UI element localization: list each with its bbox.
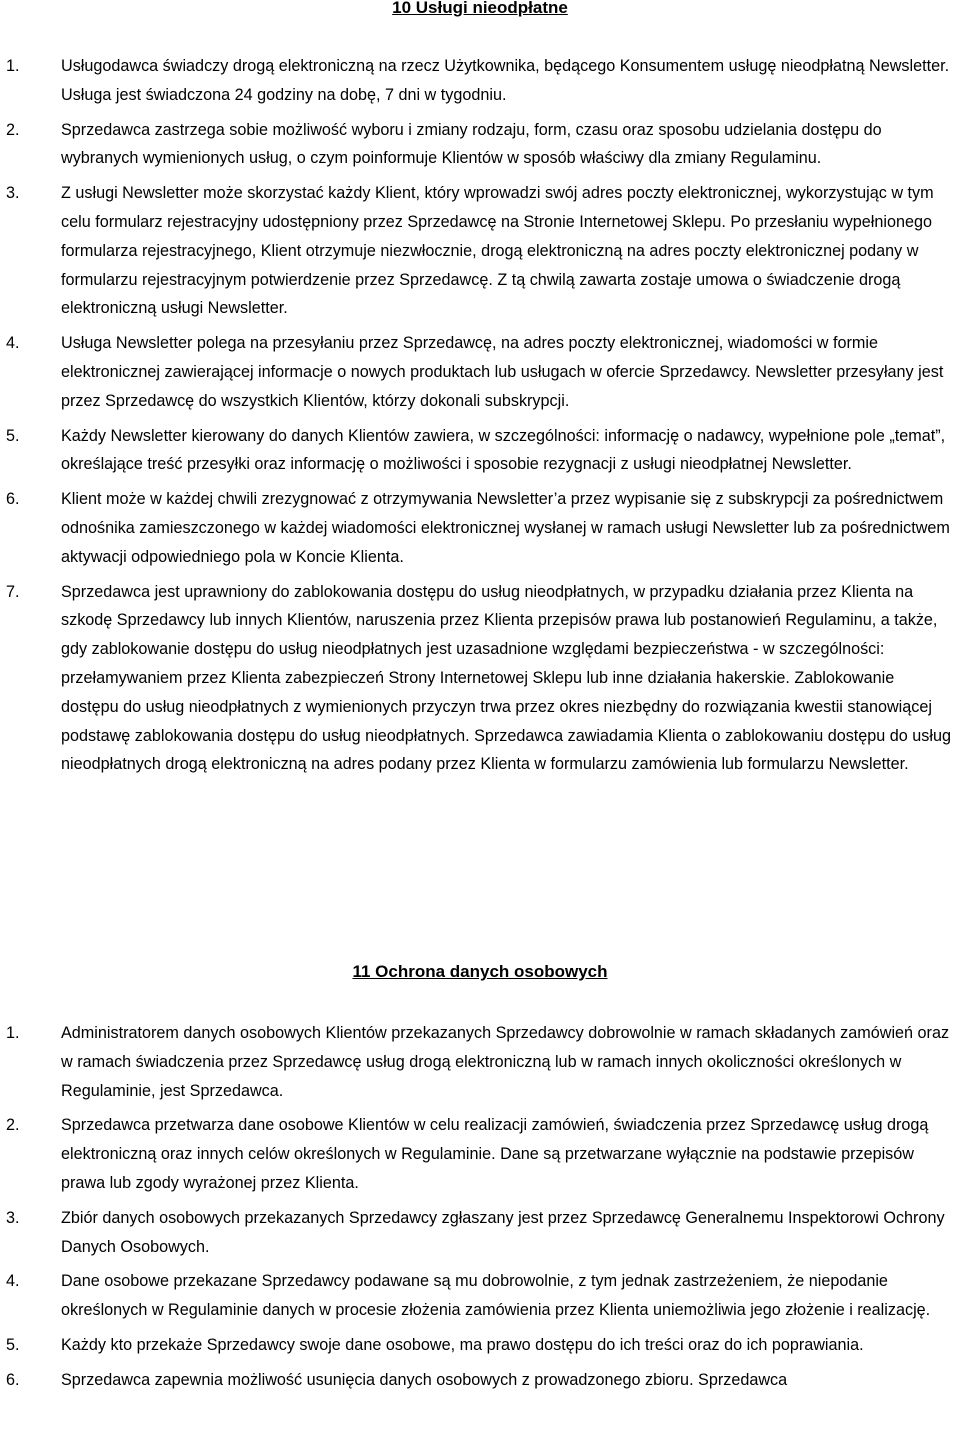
item-text: Sprzedawca zastrzega sobie możliwość wyboru i zmiany rodzaju, form, czasu oraz sposobu udzielania dostępu do wybranych wymienionych usług, o czym poinformuje Klientów w sposób właściwy dla zmiany Regulaminu. — [61, 120, 882, 168]
list-item — [0, 1331, 960, 1360]
item-number: 5. — [6, 426, 20, 445]
list-item — [0, 578, 960, 780]
item-number: 1. — [6, 1024, 20, 1042]
list-item — [0, 1111, 960, 1197]
item-text: Dane osobowe przekazane Sprzedawcy podawane są mu dobrowolnie, z tym jednak zastrzeżeniem, że niepodanie określonych w Regulaminie danych w procesie złożenia zamówienia przez Klienta uniemożliwia jego złożenie i realizację. — [61, 1272, 931, 1320]
item-text: Zbiór danych osobowych przekazanych Sprzedawcy zgłaszany jest przez Sprzedawcę Generalnemu Inspektorowi Ochrony Danych Osobowych. — [61, 1208, 945, 1256]
section-11-title: 11 Ochrona danych osobowych — [352, 962, 608, 981]
item-text: Usługodawca świadczy drogą elektroniczną na rzecz Użytkownika, będącego Konsumentem usługę nieodpłatną Newsletter. Usługa jest świadczona 24 godziny na dobę, 7 dni w tygodniu. — [61, 57, 950, 104]
item-number: 6. — [6, 490, 20, 509]
item-number: 3. — [6, 184, 20, 203]
section-11-list — [0, 1019, 960, 1401]
list-item — [0, 179, 960, 323]
list-item — [0, 422, 960, 480]
item-number: 1. — [6, 57, 20, 75]
item-number: 4. — [6, 1272, 20, 1291]
list-item — [0, 52, 960, 110]
item-number: 3. — [6, 1208, 20, 1227]
item-number: 2. — [6, 1116, 20, 1135]
list-item — [0, 1204, 960, 1262]
list-item — [0, 1019, 960, 1105]
list-item — [0, 329, 960, 415]
section-10-title: 10 Usługi nieodpłatne — [392, 0, 568, 17]
item-number: 4. — [6, 334, 20, 353]
list-item — [0, 116, 960, 174]
item-text: Usługa Newsletter polega na przesyłaniu przez Sprzedawcę, na adres poczty elektronicznej, wiadomości w formie elektronicznej zawierającej informacje o nowych produktach lub usługach w ofercie Sprzedawcy. Newsletter przesyłany jest przez Sprzedawcę do wszystkich Klientów, którzy dokonali subskrypcji. — [61, 334, 944, 410]
item-text: Każdy Newsletter kierowany do danych Klientów zawiera, w szczególności: informację o nadawcy, wypełnione pole „temat”, określające treść przesyłki oraz informację o możliwości i sposobie rezygnacji z usługi nieodpłatnej Newsletter. — [61, 426, 946, 474]
item-text: Z usługi Newsletter może skorzystać każdy Klient, który wprowadzi swój adres poczty elektronicznej, wykorzystując w tym celu formularz rejestracyjny udostępniony przez Sprzedawcę na Stronie Internetowej Sklepu. Po przesłaniu wypełnionego formularza rejestracyjnego, Klient otrzymuje niezwłocznie, drogą elektroniczną na adres poczty elektronicznej podany w formularzu rejestracyjnym potwierdzenie przez Sprzedawcę. Z tą chwilą zawarta zostaje umowa o świadczenie drogą elektroniczną usługi Newsletter. — [61, 184, 934, 318]
list-item — [0, 1267, 960, 1325]
list-item — [0, 485, 960, 571]
item-number: 6. — [6, 1370, 20, 1389]
section-10-list — [0, 52, 960, 785]
item-number: 2. — [6, 120, 20, 139]
item-number: 5. — [6, 1335, 20, 1354]
item-text: Administratorem danych osobowych Klientów przekazanych Sprzedawcy dobrowolnie w ramach składanych zamówień oraz w ramach świadczenia przez Sprzedawcę usług drogą elektroniczną lub w ramach innych okoliczności określonych w Regulaminie, jest Sprzedawca. — [61, 1024, 950, 1100]
item-text: Sprzedawca przetwarza dane osobowe Klientów w celu realizacji zamówień, świadczenia przez Sprzedawcę usług drogą elektroniczną oraz innych celów określonych w Regulaminie. Dane są przetwarzane wyłącznie na podstawie przepisów prawa lub zgody wyrażonej przez Klienta. — [61, 1116, 929, 1192]
item-text: Klient może w każdej chwili zrezygnować z otrzymywania Newsletter’a przez wypisanie się z subskrypcji za pośrednictwem odnośnika zamieszczonego w każdej wiadomości elektronicznej wysłanej w ramach usługi Newsletter lub za pośrednictwem aktywacji odpowiedniego pola w Koncie Klienta. — [61, 490, 950, 566]
list-item — [0, 1366, 960, 1395]
item-text: Sprzedawca zapewnia możliwość usunięcia danych osobowych z prowadzonego zbioru. Sprzedawca — [61, 1370, 788, 1389]
item-text: Sprzedawca jest uprawniony do zablokowania dostępu do usług nieodpłatnych, w przypadku działania przez Klienta na szkodę Sprzedawcy lub innych Klientów, naruszenia przez Klienta przepisów prawa lub postanowień Regulaminu, a także, gdy zablokowanie dostępu do usług nieodpłatnych jest uzasadnione względami bezpieczeństwa - w szczególności: przełamywaniem przez Klienta zabezpieczeń Strony Internetowej Sklepu lub inne działania hakerskie. Zablokowanie dostępu do usług nieodpłatnych z wymienionych przyczyn trwa przez okres niezbędny do rozwiązania kwestii stanowiącej podstawę zablokowania dostępu do usług nieodpłatnych. Sprzedawca zawiadamia Klienta o zablokowaniu dostępu do usług nieodpłatnych drogą elektroniczną na adres podany przez Klienta w formularzu zamówienia lub formularzu Newsletter. — [61, 582, 952, 774]
item-text: Każdy kto przekaże Sprzedawcy swoje dane osobowe, ma prawo dostępu do ich treści oraz do ich poprawiania. — [61, 1335, 864, 1354]
item-number: 7. — [6, 582, 20, 601]
